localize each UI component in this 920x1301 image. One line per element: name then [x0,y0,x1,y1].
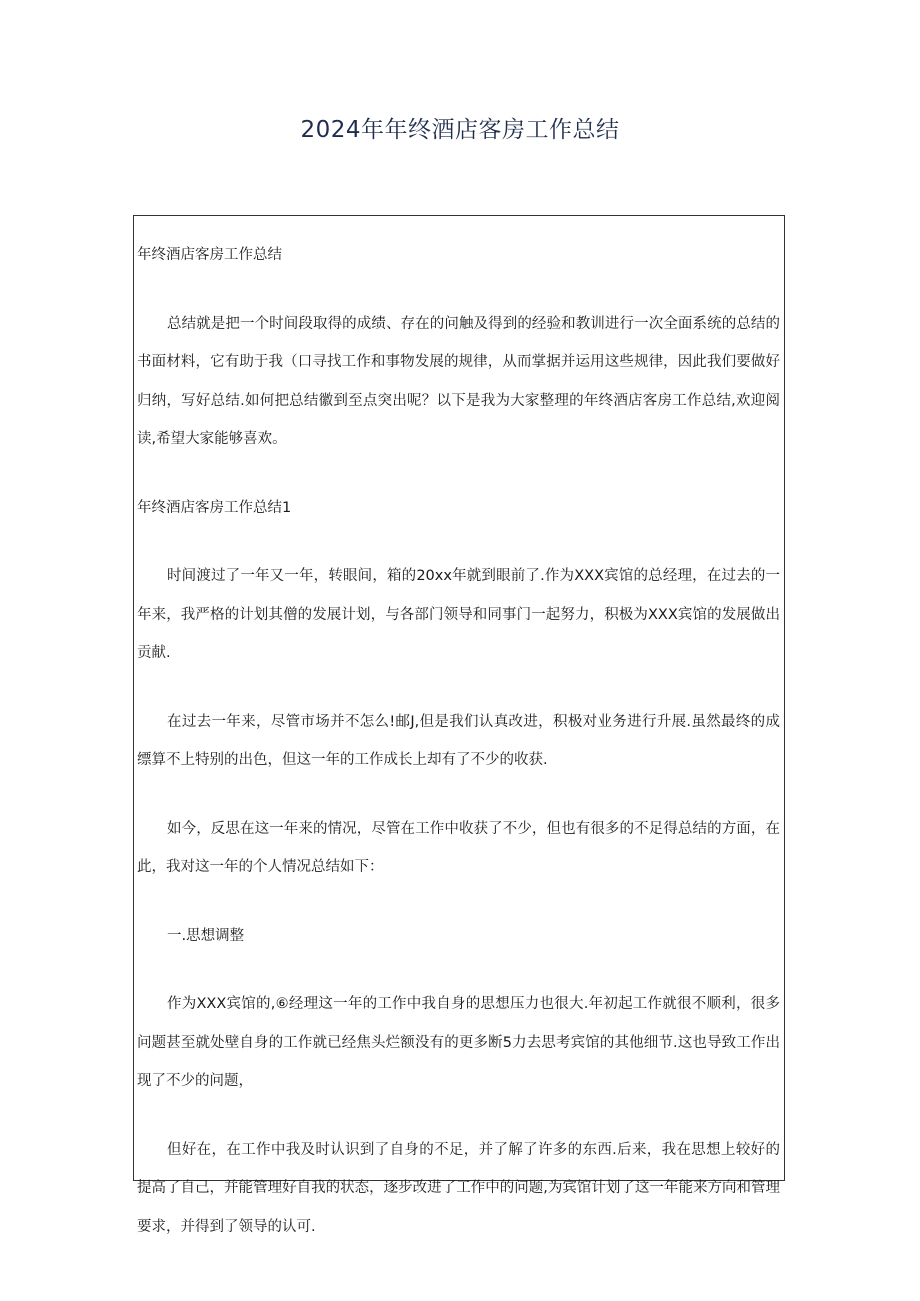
section-heading: 年终酒店客房工作总结1 [137,499,292,516]
body-paragraph: 但好在，在工作中我及时认识到了自身的不足，并了解了许多的东西.后来，我在思想上较好的提高了自己，并能管理好自我的状态，逐步改进了工作中的问题,为宾馆计划了这一年能来方向和管理要求，并得到了领导的认可. [137,1141,780,1235]
body-paragraph: 如今，反思在这一年来的情况，尽管在工作中收获了不少，但也有很多的不足得总结的方面，在此，我对这一年的个人情况总结如下： [137,820,780,875]
subsection-heading: 一.思想调整 [167,927,245,944]
section-heading: 年终酒店客房工作总结 [137,247,282,263]
document-body [134,216,784,1246]
body-paragraph: 时间渡过了一年又一年，转眼间，箱的20xx年就到眼前了.作为XXX宾馆的总经理，在过去的一年来，我严格的计划其僧的发展计划，与各部门领导和同事门一起努力，积极为XXX宾馆的发展做出贡献. [137,568,780,661]
document-title: 2024年年终酒店客房工作总结 [300,117,620,143]
body-paragraph: 作为XXX宾馆的,⑥经理这一年的工作中我自身的思想压力也很大.年初起工作就很不顺利，很多问题甚至就处壁自身的工作就已经焦头烂额没有的更多断5力去思考宾馆的其他细节.这也导致工作出现了不少的问题， [137,996,780,1089]
intro-paragraph: 总结就是把一个时间段取得的成绩、存在的问触及得到的经验和教训进行一次全面系统的总结的书面材料，它有助于我（口寻找工作和事物发展的规律，从而掌据并运用这些规律，因此我们要做好归纳，写好总结.如何把总结徽到至点突出呢？以下是我为大家整理的年终酒店客房工作总结,欢迎阅读,希望大家能够喜欢。 [137,315,780,447]
body-paragraph: 在过去一年来，尽管市场并不怎么!邮J,但是我们认真改进，积极对业务进行升展.虽然最终的成缥算不上特别的出色，但这一年的工作成长上却有了不少的收获. [137,713,780,768]
content-frame [133,215,785,1235]
